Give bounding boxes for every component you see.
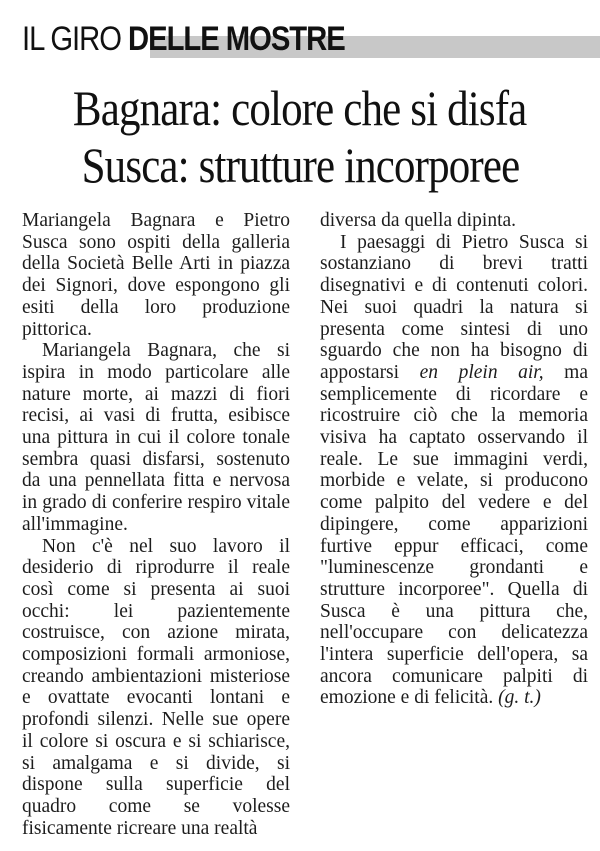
- article-body: [22, 210, 588, 840]
- article-paragraph-3: Non c'è nel suo lavoro il desiderio di riprodurre il reale così come si presenta ai suoi occhi: lei pazientemente costruisce, con azione mirata, composizioni formali armoniose, creando ambientazioni misteriose e ovattate evocanti lontani e profondi silenzi. Nelle sue opere il colore si oscura e si schiarisce, si amalgama e si divide, si dispone sulla superficie del quadro come se volesse fisicamente ricreare una realtà: [22, 535, 290, 839]
- section-rubric: [0, 18, 600, 64]
- rubric-text: [22, 18, 345, 60]
- article-paragraph-4: [320, 232, 588, 709]
- headline-line-1: [0, 80, 600, 137]
- article-column-right: [320, 210, 588, 709]
- headline-line-2-text: Susca: strutture incorporee: [81, 137, 519, 193]
- article-paragraph-3-continued: diversa da quella dipinta.: [320, 210, 517, 231]
- paragraph-4-text-end: ma semplicemente di ricordare e ricostruire ciò che la memoria visiva ha captato osservando il reale. Le sue immagini verdi, morbide e velate, si producono come palpito del vedere e del dipingere, come apparizioni furtive eppur efficaci, come "luminescenze grondanti e strutture incorporee". Quella di Susca è una pittura che, nell'occupare con delicatezza l'intera superficie dell'opera, sa ancora comunicare palpiti di emozione e di felicità.: [320, 361, 588, 709]
- article-paragraph-1: Mariangela Bagnara e Pietro Susca sono ospiti della galleria della Società Belle Arti in piazza dei Signori, dove espongono gli esiti della loro produzione pittorica.: [22, 210, 290, 340]
- paragraph-4-italic-phrase: en plein air,: [419, 361, 544, 383]
- headline: [0, 80, 600, 194]
- article-column-left: [22, 210, 290, 839]
- author-signature: (g. t.): [498, 687, 541, 709]
- headline-line-2: [0, 137, 600, 194]
- article-paragraph-2: Mariangela Bagnara, che si ispira in modo particolare alle nature morte, ai mazzi di fiori recisi, ai vasi di frutta, esibisce una pittura in cui il colore tonale sembra quasi disfarsi, sostenuto da una pennellata fitta e nervosa in grado di conferire respiro vitale all'immagine.: [22, 340, 290, 535]
- rubric-bold-part: DELLE MOSTRE: [128, 20, 345, 58]
- headline-line-1-text: Bagnara: colore che si disfa: [73, 80, 527, 136]
- rubric-light-part: IL GIRO: [22, 20, 129, 58]
- paragraph-4-text-start: I paesaggi di Pietro Susca si sostanziano di brevi tratti disegnativi e di contenuti colori. Nei suoi quadri la natura si presenta come sintesi di uno sguardo che non ha bisogno di appostarsi: [320, 231, 588, 383]
